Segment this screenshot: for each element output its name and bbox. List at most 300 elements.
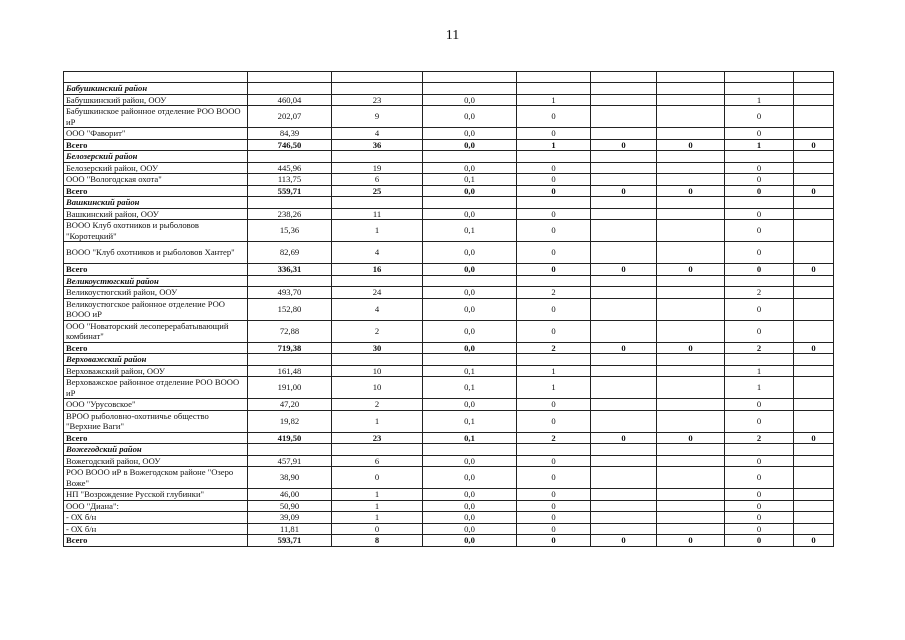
empty-cell [725, 83, 794, 95]
value-cell: 0 [725, 523, 794, 535]
value-cell: 0 [591, 139, 657, 151]
value-cell: 0 [517, 208, 591, 220]
value-cell: 0 [517, 185, 591, 197]
value-cell [657, 489, 725, 501]
value-cell: 0 [517, 489, 591, 501]
total-row [64, 342, 834, 354]
value-cell: 10 [332, 365, 423, 377]
total-row [64, 185, 834, 197]
empty-cell [725, 275, 794, 287]
value-cell [794, 377, 834, 399]
value-cell [591, 523, 657, 535]
value-cell: 0 [725, 512, 794, 524]
empty-cell [517, 444, 591, 456]
empty-cell [794, 354, 834, 366]
value-cell: 84,39 [248, 128, 332, 140]
value-cell [657, 298, 725, 320]
value-cell: 0 [517, 512, 591, 524]
district-header-row [64, 444, 834, 456]
district-name: Вожегодский район [64, 444, 248, 456]
value-cell: 0 [725, 185, 794, 197]
value-cell: 0 [517, 220, 591, 242]
value-cell: 0 [657, 535, 725, 547]
value-cell: 11 [332, 208, 423, 220]
value-cell [657, 320, 725, 342]
value-cell [591, 410, 657, 432]
organization-name: Бабушкинское районное отделение РОО ВООО иР [64, 106, 248, 128]
empty-cell [423, 354, 517, 366]
district-header-row [64, 275, 834, 287]
empty-cell [794, 444, 834, 456]
value-cell: 2 [332, 320, 423, 342]
value-cell: 19,82 [248, 410, 332, 432]
table-row [64, 208, 834, 220]
value-cell: 4 [332, 298, 423, 320]
organization-name: - ОХ б/н [64, 512, 248, 524]
value-cell: 0 [591, 185, 657, 197]
value-cell: 24 [332, 287, 423, 299]
empty-cell [423, 151, 517, 163]
value-cell [657, 410, 725, 432]
value-cell: 0 [725, 535, 794, 547]
value-cell: 0 [794, 139, 834, 151]
value-cell [591, 500, 657, 512]
value-cell [591, 106, 657, 128]
district-name: Вашкинский район [64, 197, 248, 209]
value-cell [794, 467, 834, 489]
empty-cell [725, 354, 794, 366]
empty-cell [517, 275, 591, 287]
value-cell [591, 455, 657, 467]
value-cell: 0 [332, 523, 423, 535]
value-cell: 419,50 [248, 432, 332, 444]
value-cell [794, 242, 834, 264]
value-cell: 719,38 [248, 342, 332, 354]
value-cell: 0 [725, 399, 794, 411]
value-cell: 0 [517, 162, 591, 174]
value-cell [794, 94, 834, 106]
empty-cell [517, 197, 591, 209]
empty-cell [423, 83, 517, 95]
header-cell [332, 72, 423, 83]
empty-cell [423, 444, 517, 456]
value-cell: 0 [517, 523, 591, 535]
value-cell: 1 [725, 365, 794, 377]
organization-name: Верховажский район, ООУ [64, 365, 248, 377]
value-cell: 8 [332, 535, 423, 547]
table-row [64, 410, 834, 432]
value-cell: 72,88 [248, 320, 332, 342]
value-cell: 25 [332, 185, 423, 197]
value-cell [657, 287, 725, 299]
table-row [64, 399, 834, 411]
value-cell: 2 [725, 342, 794, 354]
empty-cell [517, 83, 591, 95]
header-cell [248, 72, 332, 83]
value-cell: 336,31 [248, 264, 332, 276]
total-label: Всего [64, 264, 248, 276]
empty-cell [657, 151, 725, 163]
value-cell: 0,0 [423, 162, 517, 174]
value-cell: 0,0 [423, 185, 517, 197]
total-label: Всего [64, 432, 248, 444]
value-cell: 0 [657, 139, 725, 151]
value-cell [794, 410, 834, 432]
total-row [64, 535, 834, 547]
empty-cell [794, 275, 834, 287]
value-cell: 161,48 [248, 365, 332, 377]
value-cell [657, 512, 725, 524]
organization-name: Вожегодский район, ООУ [64, 455, 248, 467]
empty-cell [423, 275, 517, 287]
value-cell [794, 106, 834, 128]
empty-cell [248, 275, 332, 287]
value-cell: 238,26 [248, 208, 332, 220]
report-table [63, 71, 834, 547]
value-cell: 46,00 [248, 489, 332, 501]
district-name: Великоустюгский район [64, 275, 248, 287]
organization-name: Великоустюгский район, ООУ [64, 287, 248, 299]
value-cell [591, 320, 657, 342]
value-cell: 2 [725, 432, 794, 444]
value-cell [591, 399, 657, 411]
value-cell: 0 [725, 128, 794, 140]
value-cell: 0,0 [423, 208, 517, 220]
empty-cell [725, 197, 794, 209]
value-cell: 113,75 [248, 174, 332, 186]
value-cell: 0,0 [423, 298, 517, 320]
value-cell: 0 [591, 432, 657, 444]
value-cell: 0,0 [423, 500, 517, 512]
district-name: Бабушкинский район [64, 83, 248, 95]
value-cell [591, 467, 657, 489]
value-cell: 0,0 [423, 399, 517, 411]
value-cell [591, 220, 657, 242]
table-row [64, 174, 834, 186]
empty-cell [725, 151, 794, 163]
table-row [64, 377, 834, 399]
value-cell: 0,0 [423, 94, 517, 106]
value-cell [591, 365, 657, 377]
value-cell: 0 [517, 298, 591, 320]
value-cell: 0,0 [423, 455, 517, 467]
value-cell: 202,07 [248, 106, 332, 128]
value-cell: 0,0 [423, 287, 517, 299]
organization-name: ВООО Клуб охотников и рыболовов "Коротецкий" [64, 220, 248, 242]
empty-cell [332, 275, 423, 287]
total-label: Всего [64, 342, 248, 354]
value-cell [591, 512, 657, 524]
value-cell: 0 [517, 128, 591, 140]
value-cell: 0,1 [423, 432, 517, 444]
value-cell [794, 455, 834, 467]
empty-cell [248, 151, 332, 163]
value-cell: 0 [591, 264, 657, 276]
value-cell [657, 106, 725, 128]
total-row [64, 139, 834, 151]
district-header-row [64, 354, 834, 366]
value-cell: 445,96 [248, 162, 332, 174]
value-cell: 0 [517, 535, 591, 547]
table-row [64, 94, 834, 106]
value-cell: 1 [332, 500, 423, 512]
value-cell: 0 [591, 342, 657, 354]
value-cell [591, 174, 657, 186]
value-cell: 50,90 [248, 500, 332, 512]
value-cell [657, 500, 725, 512]
header-cell [657, 72, 725, 83]
district-name: Белозерский район [64, 151, 248, 163]
table-row [64, 128, 834, 140]
value-cell: 0,1 [423, 377, 517, 399]
organization-name: Верховажское районное отделение РОО ВООО иР [64, 377, 248, 399]
header-cell [517, 72, 591, 83]
value-cell [794, 512, 834, 524]
value-cell: 1 [517, 377, 591, 399]
value-cell: 2 [517, 342, 591, 354]
value-cell: 0 [657, 185, 725, 197]
value-cell: 0 [725, 208, 794, 220]
total-row [64, 432, 834, 444]
value-cell: 0 [794, 185, 834, 197]
empty-cell [591, 444, 657, 456]
page-number: 11 [445, 28, 460, 43]
organization-name: РОО ВООО иР в Вожегодском районе "Озеро Воже" [64, 467, 248, 489]
value-cell [657, 128, 725, 140]
empty-cell [657, 444, 725, 456]
value-cell: 1 [332, 410, 423, 432]
value-cell [657, 242, 725, 264]
district-name: Верховажский район [64, 354, 248, 366]
value-cell [591, 94, 657, 106]
value-cell [794, 320, 834, 342]
total-row [64, 264, 834, 276]
value-cell: 9 [332, 106, 423, 128]
value-cell: 1 [725, 139, 794, 151]
value-cell [657, 94, 725, 106]
value-cell [657, 162, 725, 174]
value-cell: 0 [725, 220, 794, 242]
value-cell: 0 [517, 500, 591, 512]
header-cell [64, 72, 248, 83]
empty-cell [423, 197, 517, 209]
value-cell: 1 [725, 377, 794, 399]
organization-name: ВООО "Клуб охотников и рыболовов Хантер" [64, 242, 248, 264]
value-cell: 1 [517, 94, 591, 106]
value-cell: 36 [332, 139, 423, 151]
value-cell: 0,0 [423, 467, 517, 489]
table-row [64, 287, 834, 299]
empty-cell [248, 197, 332, 209]
value-cell: 0,0 [423, 512, 517, 524]
header-cell [725, 72, 794, 83]
table-row [64, 242, 834, 264]
value-cell: 0,0 [423, 535, 517, 547]
table-row [64, 162, 834, 174]
table-row [64, 320, 834, 342]
value-cell: 1 [332, 512, 423, 524]
value-cell: 82,69 [248, 242, 332, 264]
value-cell: 2 [725, 287, 794, 299]
value-cell [591, 489, 657, 501]
table-header-row [64, 72, 834, 83]
value-cell: 0 [517, 410, 591, 432]
value-cell: 0 [725, 106, 794, 128]
value-cell [591, 377, 657, 399]
organization-name: ООО "Вологодская охота" [64, 174, 248, 186]
value-cell: 6 [332, 174, 423, 186]
value-cell: 1 [725, 94, 794, 106]
value-cell: 38,90 [248, 467, 332, 489]
empty-cell [332, 197, 423, 209]
value-cell [794, 399, 834, 411]
empty-cell [332, 444, 423, 456]
value-cell [591, 298, 657, 320]
value-cell [794, 174, 834, 186]
value-cell: 0,0 [423, 242, 517, 264]
total-label: Всего [64, 185, 248, 197]
value-cell [794, 128, 834, 140]
table-row [64, 106, 834, 128]
empty-cell [591, 354, 657, 366]
empty-cell [248, 444, 332, 456]
empty-cell [591, 151, 657, 163]
value-cell: 2 [332, 399, 423, 411]
value-cell: 0,0 [423, 128, 517, 140]
value-cell: 0,1 [423, 365, 517, 377]
value-cell: 746,50 [248, 139, 332, 151]
empty-cell [794, 197, 834, 209]
report-table-body [64, 72, 834, 547]
value-cell: 0 [725, 489, 794, 501]
organization-name: Вашкинский район, ООУ [64, 208, 248, 220]
table-row [64, 489, 834, 501]
value-cell [794, 489, 834, 501]
value-cell [657, 399, 725, 411]
value-cell: 0,0 [423, 489, 517, 501]
total-label: Всего [64, 535, 248, 547]
empty-cell [657, 83, 725, 95]
value-cell: 0 [725, 162, 794, 174]
value-cell [794, 220, 834, 242]
value-cell: 0 [517, 320, 591, 342]
table-row [64, 220, 834, 242]
empty-cell [657, 275, 725, 287]
empty-cell [591, 83, 657, 95]
value-cell: 0 [725, 467, 794, 489]
value-cell: 0 [725, 298, 794, 320]
value-cell [794, 365, 834, 377]
value-cell: 0,0 [423, 523, 517, 535]
value-cell: 0 [725, 455, 794, 467]
table-row [64, 455, 834, 467]
organization-name: ООО "Урусовское" [64, 399, 248, 411]
value-cell: 39,09 [248, 512, 332, 524]
organization-name: ООО "Диана": [64, 500, 248, 512]
value-cell: 0 [517, 399, 591, 411]
value-cell [794, 500, 834, 512]
value-cell: 30 [332, 342, 423, 354]
empty-cell [248, 354, 332, 366]
value-cell: 0 [725, 410, 794, 432]
value-cell: 0,1 [423, 174, 517, 186]
value-cell: 559,71 [248, 185, 332, 197]
value-cell [591, 287, 657, 299]
organization-name: Бабушкинский район, ООУ [64, 94, 248, 106]
header-cell [423, 72, 517, 83]
value-cell: 0 [725, 320, 794, 342]
table-row [64, 365, 834, 377]
value-cell: 6 [332, 455, 423, 467]
value-cell: 2 [517, 432, 591, 444]
value-cell [794, 208, 834, 220]
value-cell [591, 242, 657, 264]
empty-cell [517, 151, 591, 163]
value-cell: 10 [332, 377, 423, 399]
value-cell [591, 162, 657, 174]
empty-cell [332, 354, 423, 366]
value-cell: 11,81 [248, 523, 332, 535]
value-cell: 0 [725, 242, 794, 264]
empty-cell [517, 354, 591, 366]
organization-name: Великоустюгское районное отделение РОО ВООО иР [64, 298, 248, 320]
value-cell [657, 467, 725, 489]
empty-cell [248, 83, 332, 95]
empty-cell [657, 197, 725, 209]
organization-name: НП "Возрождение Русской глубинки" [64, 489, 248, 501]
value-cell [657, 365, 725, 377]
value-cell: 460,04 [248, 94, 332, 106]
value-cell: 0 [794, 535, 834, 547]
value-cell: 0,0 [423, 342, 517, 354]
organization-name: - ОХ б/н [64, 523, 248, 535]
value-cell: 2 [517, 287, 591, 299]
value-cell: 4 [332, 242, 423, 264]
table-row [64, 512, 834, 524]
organization-name: ООО "Новаторский лесоперерабатывающий комбинат" [64, 320, 248, 342]
value-cell [591, 208, 657, 220]
value-cell: 15,36 [248, 220, 332, 242]
value-cell: 1 [332, 220, 423, 242]
empty-cell [591, 197, 657, 209]
value-cell [794, 287, 834, 299]
value-cell [794, 298, 834, 320]
empty-cell [657, 354, 725, 366]
value-cell [657, 174, 725, 186]
value-cell: 152,80 [248, 298, 332, 320]
value-cell: 0 [517, 467, 591, 489]
header-cell [794, 72, 834, 83]
value-cell: 0,0 [423, 320, 517, 342]
value-cell [794, 523, 834, 535]
organization-name: Белозерский район, ООУ [64, 162, 248, 174]
empty-cell [332, 151, 423, 163]
value-cell: 47,20 [248, 399, 332, 411]
value-cell [794, 162, 834, 174]
value-cell: 0,0 [423, 264, 517, 276]
table-row [64, 523, 834, 535]
value-cell [657, 220, 725, 242]
value-cell: 0 [657, 264, 725, 276]
value-cell: 0 [517, 242, 591, 264]
district-header-row [64, 197, 834, 209]
value-cell: 1 [332, 489, 423, 501]
value-cell: 0 [517, 174, 591, 186]
empty-cell [794, 151, 834, 163]
table-row [64, 500, 834, 512]
value-cell: 191,00 [248, 377, 332, 399]
value-cell: 0,0 [423, 106, 517, 128]
